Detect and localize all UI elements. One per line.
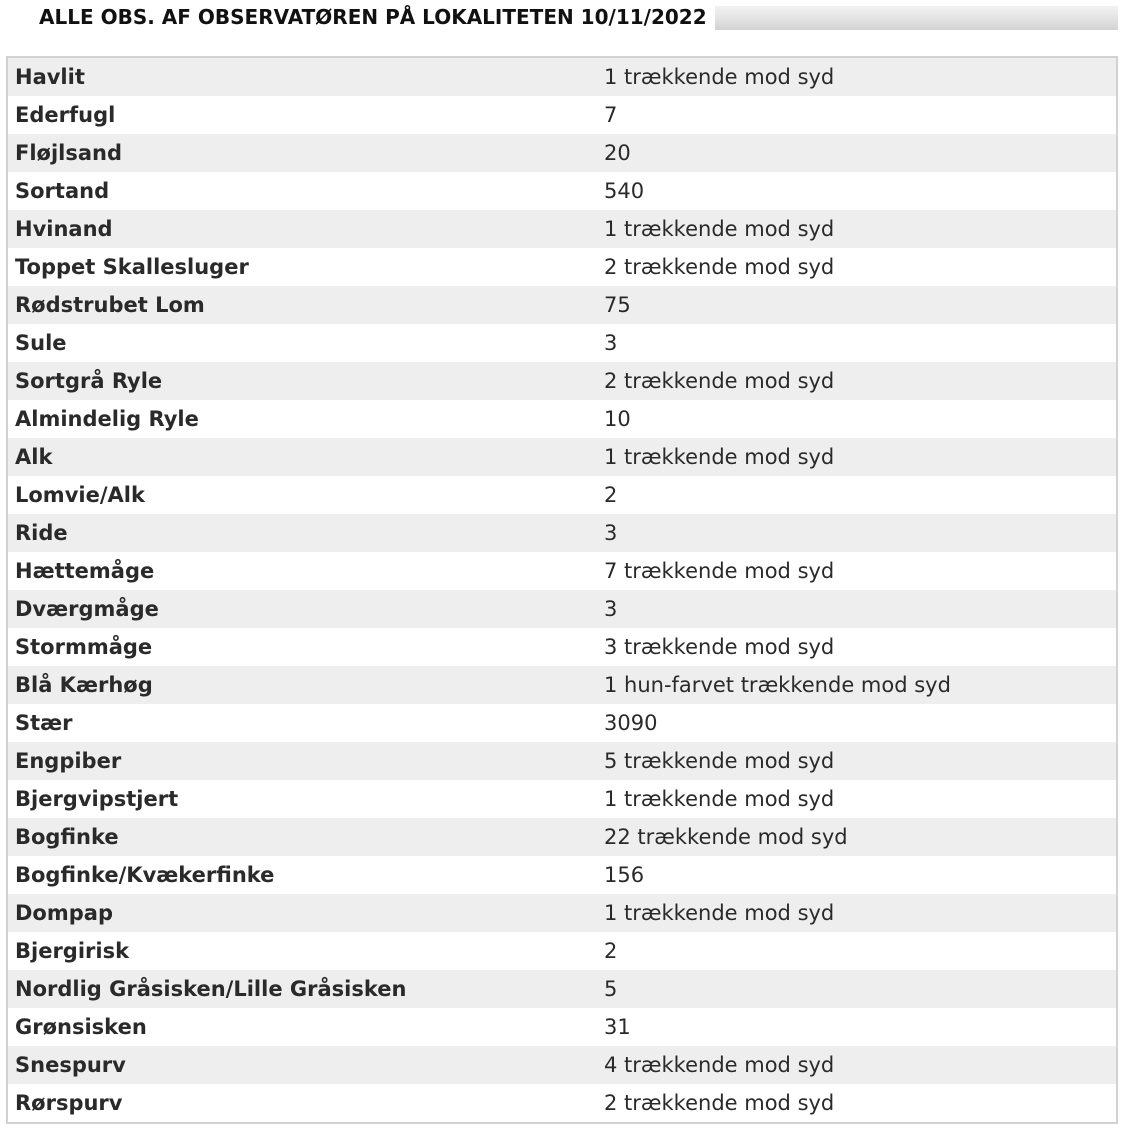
table-row (8, 666, 1116, 704)
species-name: Ride (15, 521, 68, 545)
table-row (8, 932, 1116, 970)
table-row (8, 1084, 1116, 1122)
species-name: Blå Kærhøg (15, 673, 153, 697)
table-row (8, 780, 1116, 818)
species-name: Bjergirisk (15, 939, 130, 963)
species-name: Almindelig Ryle (15, 407, 199, 431)
section-title: ALLE OBS. AF OBSERVATØREN PÅ LOKALITETEN 10/11/2022 (30, 6, 715, 30)
species-name: Alk (15, 445, 53, 469)
table-row (8, 58, 1116, 96)
observation-count: 7 (604, 103, 618, 127)
observation-count: 156 (604, 863, 645, 887)
observations-table (6, 56, 1118, 1124)
observation-count: 7 trækkende mod syd (604, 559, 835, 583)
species-name: Stær (15, 711, 73, 735)
species-name: Toppet Skallesluger (15, 255, 249, 279)
section-header-bar (30, 6, 1118, 30)
species-name: Ederfugl (15, 103, 116, 127)
table-row (8, 476, 1116, 514)
observation-count: 20 (604, 141, 631, 165)
observation-count: 1 trækkende mod syd (604, 217, 835, 241)
observation-count: 2 trækkende mod syd (604, 369, 835, 393)
table-row (8, 96, 1116, 134)
species-name: Dværgmåge (15, 597, 159, 621)
observation-count: 1 trækkende mod syd (604, 787, 835, 811)
observation-count: 3 (604, 597, 618, 621)
species-name: Havlit (15, 65, 85, 89)
species-name: Hættemåge (15, 559, 155, 583)
species-name: Lomvie/Alk (15, 483, 145, 507)
observation-count: 75 (604, 293, 631, 317)
species-name: Dompap (15, 901, 113, 925)
table-row (8, 1008, 1116, 1046)
species-name: Sule (15, 331, 67, 355)
observation-count: 540 (604, 179, 645, 203)
species-name: Engpiber (15, 749, 122, 773)
observation-count: 3090 (604, 711, 658, 735)
species-name: Fløjlsand (15, 141, 123, 165)
table-row (8, 438, 1116, 476)
table-row (8, 590, 1116, 628)
table-row (8, 172, 1116, 210)
table-row (8, 856, 1116, 894)
observation-count: 2 trækkende mod syd (604, 1091, 835, 1115)
observation-count: 1 hun-farvet trækkende mod syd (604, 673, 951, 697)
observation-count: 31 (604, 1015, 631, 1039)
observation-count: 1 trækkende mod syd (604, 445, 835, 469)
species-name: Snespurv (15, 1053, 126, 1077)
observation-count: 1 trækkende mod syd (604, 65, 835, 89)
observation-count: 5 trækkende mod syd (604, 749, 835, 773)
species-name: Rørspurv (15, 1091, 123, 1115)
species-name: Nordlig Gråsisken/Lille Gråsisken (15, 977, 407, 1001)
table-row (8, 134, 1116, 172)
table-row (8, 818, 1116, 856)
observation-count: 1 trækkende mod syd (604, 901, 835, 925)
table-row (8, 324, 1116, 362)
table-row (8, 400, 1116, 438)
species-name: Bogfinke/Kvækerfinke (15, 863, 275, 887)
species-name: Rødstrubet Lom (15, 293, 205, 317)
species-name: Stormmåge (15, 635, 153, 659)
table-row (8, 628, 1116, 666)
species-name: Sortand (15, 179, 110, 203)
table-row (8, 970, 1116, 1008)
species-name: Hvinand (15, 217, 113, 241)
observation-count: 2 (604, 939, 618, 963)
table-row (8, 286, 1116, 324)
table-row (8, 362, 1116, 400)
table-row (8, 210, 1116, 248)
observation-count: 3 (604, 521, 618, 545)
table-row (8, 514, 1116, 552)
species-name: Bjergvipstjert (15, 787, 179, 811)
observation-count: 5 (604, 977, 618, 1001)
species-name: Bogfinke (15, 825, 119, 849)
observation-count: 22 trækkende mod syd (604, 825, 848, 849)
observation-count: 3 (604, 331, 618, 355)
observation-count: 10 (604, 407, 631, 431)
table-row (8, 1046, 1116, 1084)
species-name: Grønsisken (15, 1015, 147, 1039)
table-row (8, 704, 1116, 742)
observation-count: 3 trækkende mod syd (604, 635, 835, 659)
table-row (8, 248, 1116, 286)
species-name: Sortgrå Ryle (15, 369, 163, 393)
observation-count: 4 trækkende mod syd (604, 1053, 835, 1077)
table-row (8, 552, 1116, 590)
table-row (8, 742, 1116, 780)
observation-count: 2 trækkende mod syd (604, 255, 835, 279)
observation-count: 2 (604, 483, 618, 507)
table-row (8, 894, 1116, 932)
